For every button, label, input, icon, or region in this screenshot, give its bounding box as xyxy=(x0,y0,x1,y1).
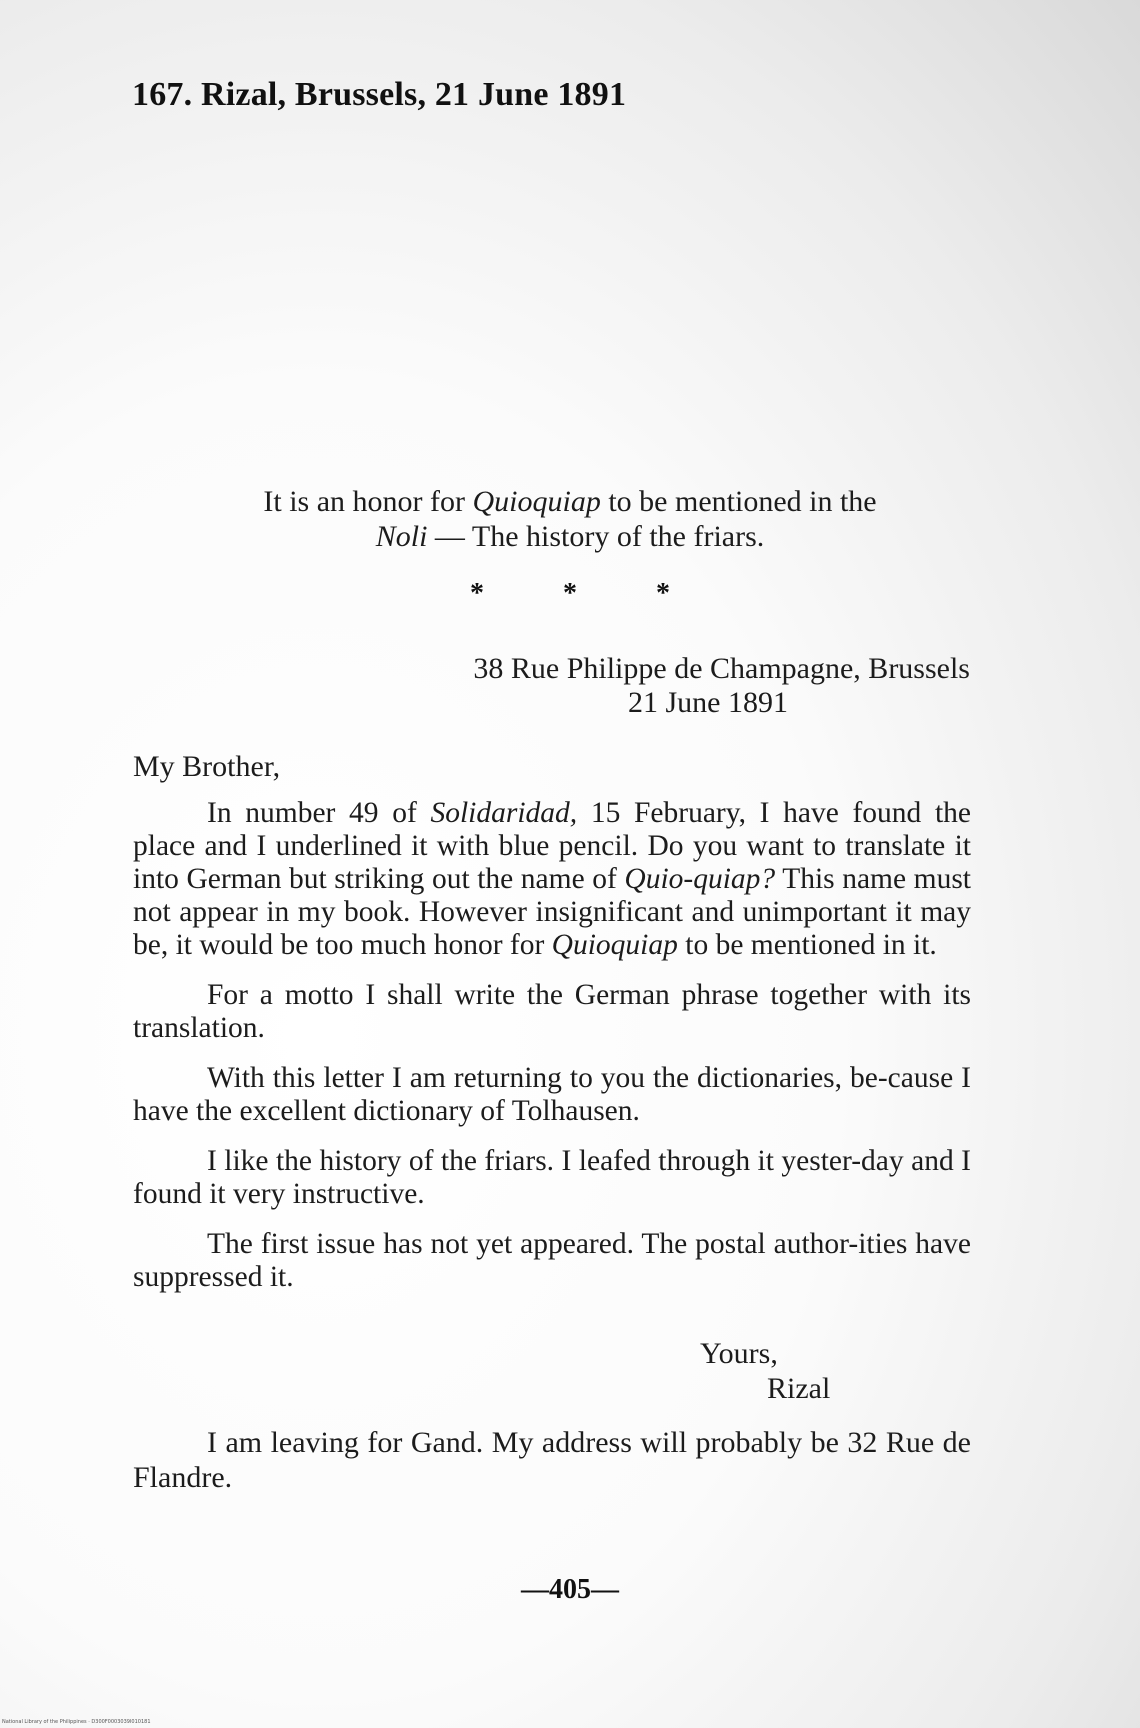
abstract-italic-name: Quioquiap xyxy=(472,485,601,518)
paragraph-4: I like the history of the friars. I leafed through it yester-day and I found it very instructive. xyxy=(133,1145,971,1210)
letter-date: 21 June 1891 xyxy=(628,686,788,719)
abstract-text: — The history of the friars. xyxy=(427,520,765,553)
section-separator xyxy=(470,578,670,610)
italic-name: Quio-quiap? xyxy=(624,863,776,895)
sender-address xyxy=(420,652,970,720)
letter-closing xyxy=(700,1336,830,1406)
postscript-text: I am leaving for Gand. My address will probably be 32 Rue de Flandre. xyxy=(133,1426,971,1494)
abstract-line-1 xyxy=(150,484,990,519)
abstract-text: It is an honor for xyxy=(263,485,473,518)
paragraph-text: This name must not appear in my book. However insignificant and unimportant it may be, it would be too much honor for xyxy=(133,863,972,961)
postscript xyxy=(133,1425,971,1495)
separator-star: * xyxy=(470,578,484,609)
valediction: Yours, xyxy=(700,1337,778,1370)
scan-footer: National Library of the Philippines · D300F0003039I010181 xyxy=(2,1719,151,1725)
paragraph-text: to be mentioned in it. xyxy=(677,929,937,961)
letter-heading: 167. Rizal, Brussels, 21 June 1891 xyxy=(132,76,627,113)
signature: Rizal xyxy=(767,1372,831,1405)
letter-body xyxy=(133,797,971,1311)
abstract-text: to be mentioned in the xyxy=(600,485,877,518)
paragraph-2: For a motto I shall write the German phrase together with its translation. xyxy=(133,979,971,1044)
separator-star: * xyxy=(563,578,577,609)
italic-title: Solidaridad, xyxy=(430,797,578,829)
paragraph-5: The first issue has not yet appeared. The postal author-ities have suppressed it. xyxy=(133,1228,971,1293)
paragraph-text: In number 49 of xyxy=(207,797,431,829)
italic-name: Quioquiap xyxy=(551,929,678,961)
page-number: —405— xyxy=(521,1574,619,1605)
paragraph-3: With this letter I am returning to you the dictionaries, be-cause I have the excellent dictionary of Tolhausen. xyxy=(133,1062,971,1127)
salutation: My Brother, xyxy=(133,750,281,783)
separator-star: * xyxy=(656,578,670,609)
letter-abstract xyxy=(150,484,990,554)
paragraph-1 xyxy=(133,797,971,962)
abstract-italic-title: Noli xyxy=(375,520,428,553)
address-street: 38 Rue Philippe de Champagne, Brussels xyxy=(473,652,970,685)
abstract-line-2 xyxy=(150,519,990,554)
paragraph-text: 15 February, I have found the place and I underlined it with blue pencil. Do you want to translate it into German but striking out the name of xyxy=(133,797,972,895)
